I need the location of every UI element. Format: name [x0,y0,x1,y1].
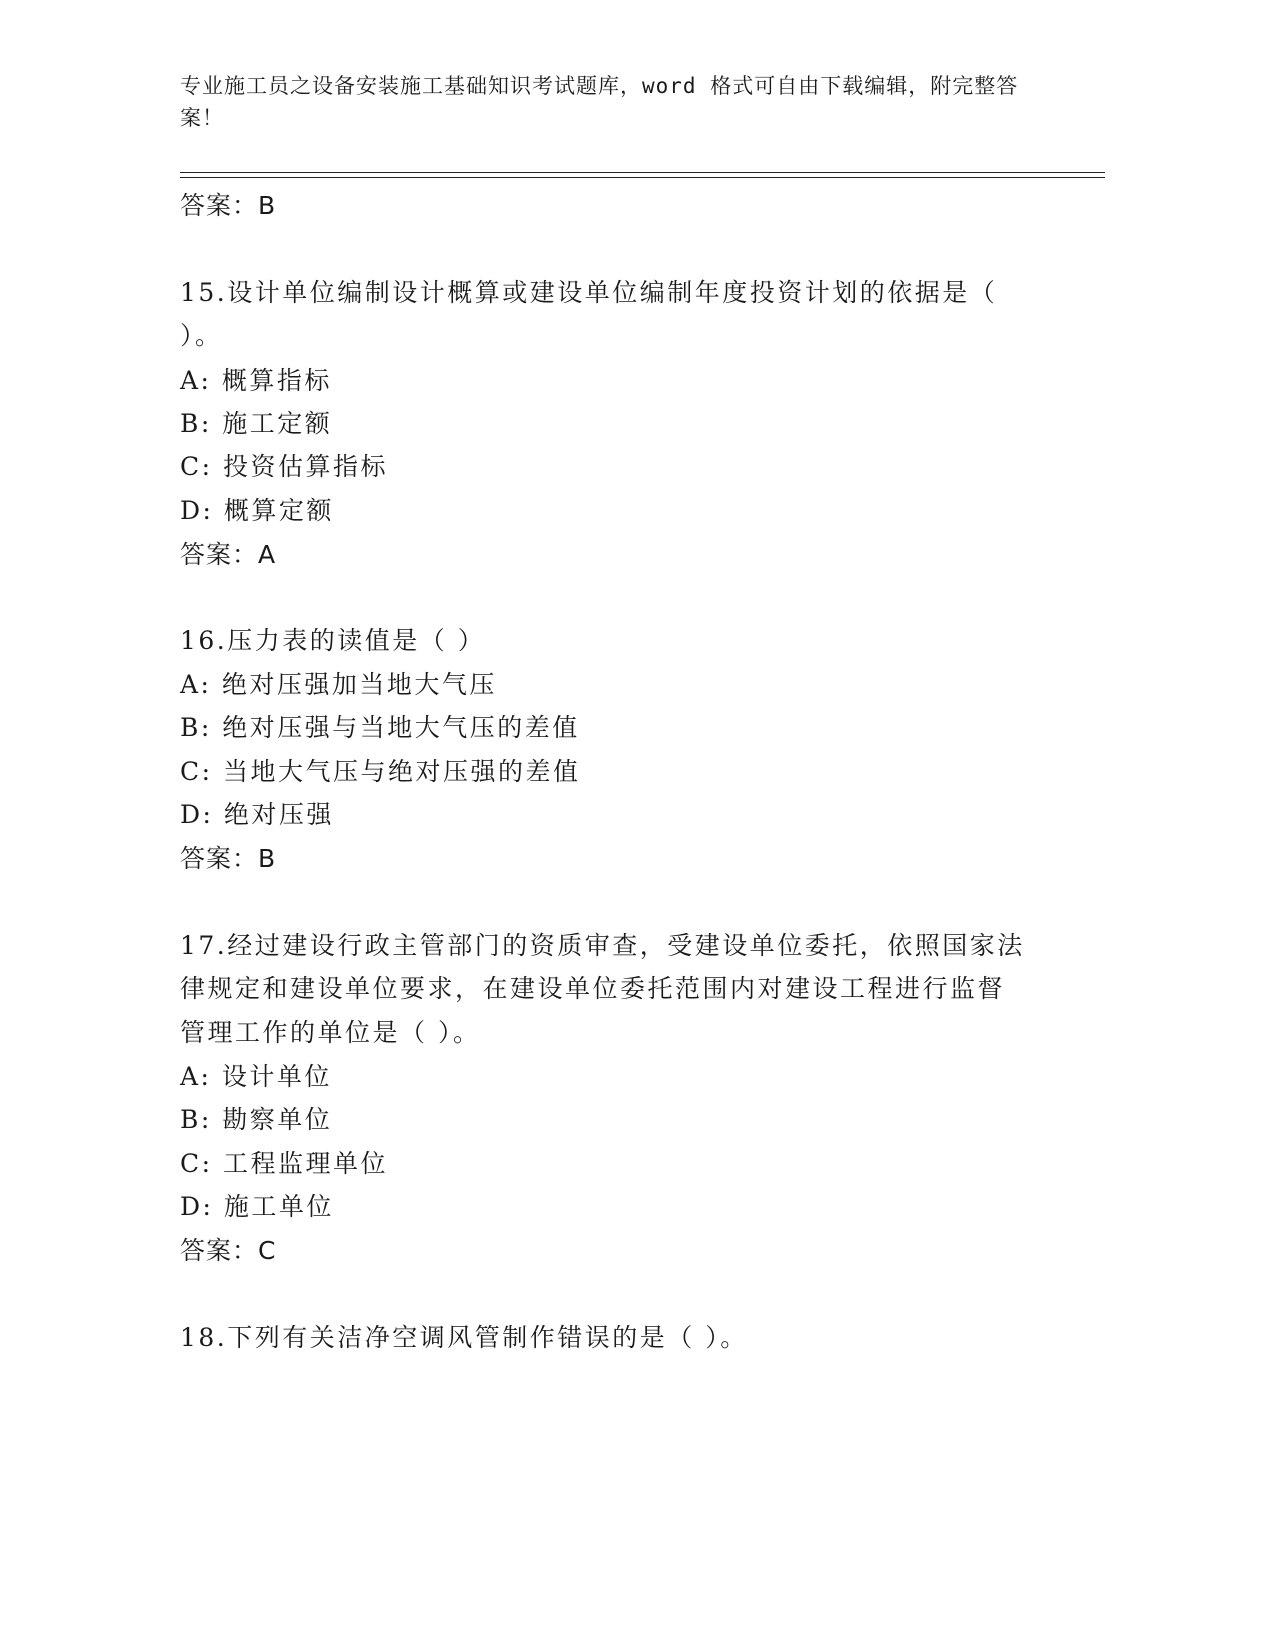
question-15-option-c: C: 投资估算指标 [180,452,388,481]
header-text: 专业施工员之设备安装施工基础知识考试题库，word 格式可自由下载编辑，附完整答案！ [180,74,1019,130]
header-divider-top [180,172,1105,173]
document-header [180,70,1060,134]
question-17-option-d: D: 施工单位 [180,1192,334,1221]
question-15-option-d: D: 概算定额 [180,496,334,525]
question-17-option-c: C: 工程监理单位 [180,1149,388,1178]
question-17-option-a: A: 设计单位 [180,1062,332,1091]
question-16-option-d: D: 绝对压强 [180,800,334,829]
question-16-stem-line1: 16.压力表的读值是（ ） [180,626,486,655]
question-17-stem-line3: 管理工作的单位是（ ）。 [180,1018,481,1047]
answer-q14: 答案：B [180,191,277,220]
question-15-option-b: B: 施工定额 [180,409,333,438]
question-15-option-a: A: 概算指标 [180,366,332,395]
question-17-option-b: B: 勘察单位 [180,1105,333,1134]
question-15-stem-line2: ）。 [180,321,223,350]
answer-q17: 答案：C [180,1236,277,1265]
answer-q16: 答案：B [180,844,277,873]
question-15-stem-line1: 15.设计单位编制设计概算或建设单位编制年度投资计划的依据是（ [180,278,998,307]
question-17-stem-line1: 17.经过建设行政主管部门的资质审查，受建设单位委托，依照国家法 [180,931,1025,960]
question-16-option-c: C: 当地大气压与绝对压强的差值 [180,757,581,786]
answer-q15: 答案：A [180,540,277,569]
question-16-option-b: B: 绝对压强与当地大气压的差值 [180,713,580,742]
question-18-stem-line1: 18.下列有关洁净空调风管制作错误的是（ ）。 [180,1323,748,1352]
header-divider-bottom [180,177,1105,178]
question-16-option-a: A: 绝对压强加当地大气压 [180,670,497,699]
question-17-stem-line2: 律规定和建设单位要求，在建设单位委托范围内对建设工程进行监督 [180,974,1006,1003]
